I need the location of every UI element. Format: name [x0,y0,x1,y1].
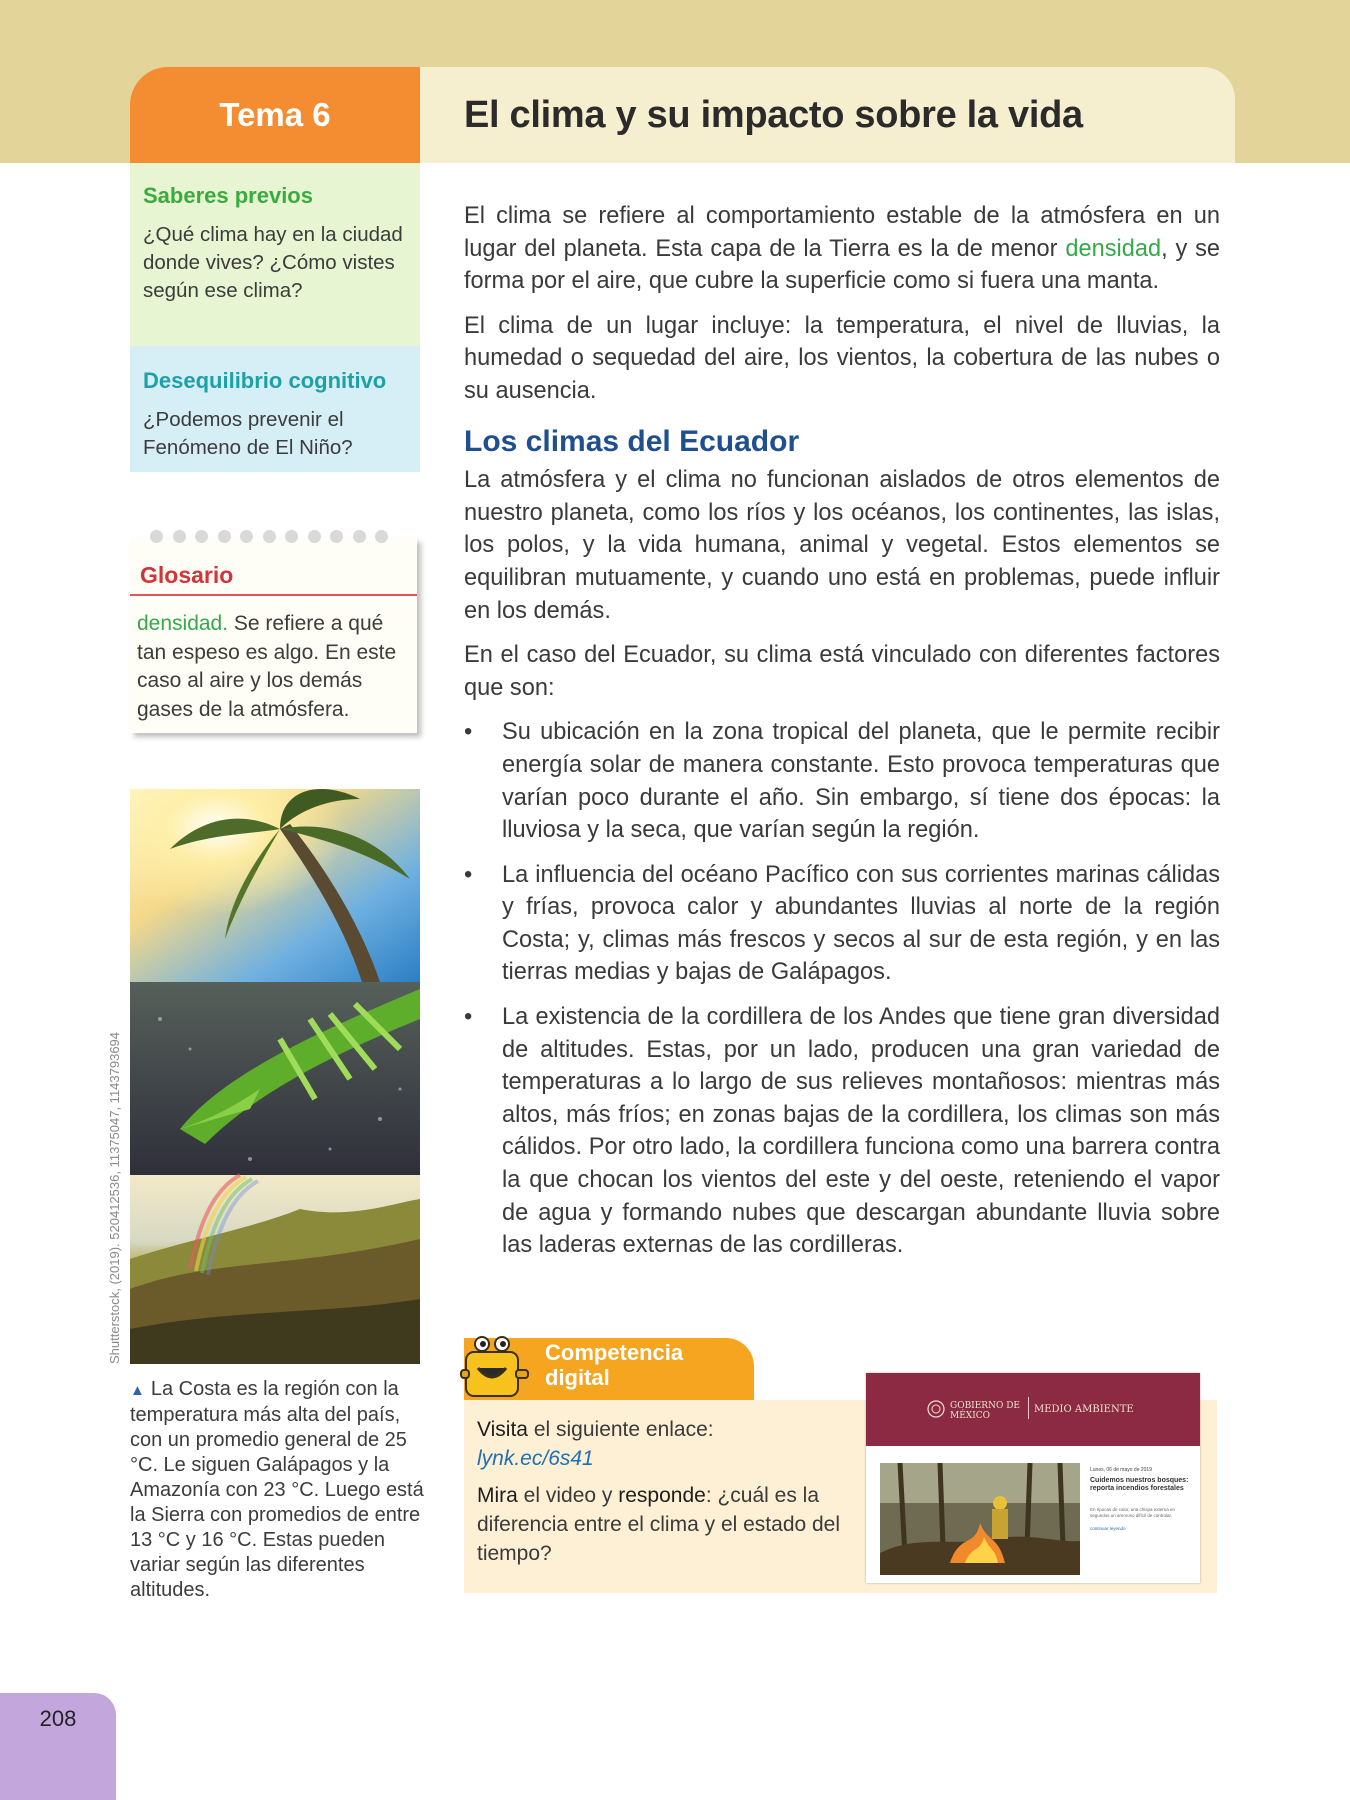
andes-rainbow-photo [130,1175,420,1364]
glosario-term: densidad. [137,612,229,635]
competencia-digital-text [477,1415,877,1576]
article-body: En épocas de calor, una chispa externa en segundos un amoroso difícil de controlar. [1090,1507,1176,1518]
glosario-entry [137,610,407,724]
rain-leaf-photo [130,982,420,1175]
palm-tree-photo [130,789,420,982]
list-item: • La existencia de la cordillera de los Andes que tiene gran diversidad de altitudes. Estas, por un lado, producen una gran variedad de temperaturas a lo largo de sus relieves montañosos: mientras más altos, más fríos; en zonas bajas de la cordillera, los climas son más cálidos. Por otro lado, la cordillera funciona como una barrera contra la que chocan los vientos del este y del oeste, reteniendo el vapor de agua y formando nubes que descargan abundante lluvia sobre las laderas externas de las cordilleras. [464,1001,1220,1262]
desequilibrio-heading: Desequilibrio cognitivo [143,368,387,393]
caption-text: La Costa es la región con la temperatura más alta del país, con un promedio general de 25 °C. Le siguen Galápagos y la Amazonía con 23 °C. Luego está la Sierra con promedios de entre 13 °C y 16 °C. Estas pueden variar según las diferentes altitudes. [130,1378,424,1601]
competencia-digital-title: Competencia digital [545,1340,684,1390]
seal-icon [926,1399,946,1419]
forest-fire-photo [880,1463,1080,1575]
glosario-heading: Glosario [140,562,234,588]
photo-credit: Shutterstock, (2019). 520412536, 11375047, 1143793694 [107,1031,122,1364]
glosario-definition: Se refiere a qué tan espeso es algo. En este caso al aire y los demás gases de la atmósfera. [137,612,397,721]
notebook-rings [150,530,420,544]
saberes-previos-text: ¿Qué clima hay en la ciudad donde vives? ¿Cómo vistes según ese clima? [143,223,403,302]
page-title: El clima y su impacto sobre la vida [464,93,1083,136]
list-item: • La influencia del océano Pacífico con sus corrientes marinas cálidas y frías, provoca calor y abundantes lluvias al norte de la región Costa; y, climas más frescos y secos al sur de esta región, y en las tierras medias y bajas de Galápagos. [464,859,1220,989]
list-item: • Su ubicación en la zona tropical del planeta, que le permite recibir energía solar de manera constante. Esto provoca temperaturas que varían poco durante el año. Sin embargo, sí tiene dos épocas: la lluviosa y la seca, que varían según la región. [464,716,1220,846]
main-content [464,200,1220,1274]
clima-elements-paragraph: El clima de un lugar incluye: la temperatura, el nivel de lluvias, la humedad o sequedad del aire, los vientos, la cobertura de las nubes o su ausencia. [464,312,1220,404]
factors-intro-paragraph: En el caso del Ecuador, su clima está vinculado con diferentes factores que son: [464,642,1220,701]
mira-line: Mira el video y responde: ¿cuál es la diferencia entre el clima y el estado del tiempo? [477,1484,841,1565]
desequilibrio-box [130,346,420,472]
robot-mascot-icon [458,1330,538,1410]
visita-line: Visita el siguiente enlace: lynk.ec/6s41 [477,1418,714,1470]
photo-caption [130,1377,425,1603]
glosario-divider [130,594,417,596]
saberes-previos-box [130,163,420,346]
climate-photo-strip [130,789,420,1364]
factors-list [464,716,1220,1262]
glosario-card [130,538,417,733]
atmosphere-paragraph: La atmósfera y el clima no funcionan aislados de otros elementos de nuestro planeta, como los ríos y los océanos, los continentes, las islas, los polos, y la vida humana, animal y vegetal. Estos elementos se equilibran mutuamente, y cuando uno está en problemas, puede influir en los demás. [464,467,1220,624]
section-heading: Los climas del Ecuador [464,424,800,458]
gobierno-mexico-logo: GOBIERNO DE MÉXICO [950,1401,1020,1421]
saberes-previos-heading: Saberes previos [143,183,313,208]
website-thumbnail [866,1373,1200,1583]
intro-paragraph: El clima se refiere al comportamiento estable de la atmósfera en un lugar del planeta. Esta capa de la Tierra es la de menor densidad, y se forma por el aire, que cubre la superficie como si fuera una manta. [464,203,1220,295]
title-bar [420,67,1235,163]
medio-ambiente-label: MEDIO AMBIENTE [1034,1404,1134,1415]
article-date: Lunes, 06 de mayo de 2019 [1090,1467,1152,1473]
tema-label: Tema 6 [130,67,420,163]
thumbnail-header [866,1373,1200,1446]
thumbnail-separator [1028,1397,1029,1419]
video-link[interactable]: lynk.ec/6s41 [477,1447,594,1470]
desequilibrio-text: ¿Podemos prevenir el Fenómeno de El Niño? [143,408,353,459]
triangle-up-icon: ▲ [130,1382,145,1399]
densidad-term: densidad [1065,235,1162,262]
read-more-link: continuar leyendo [1090,1526,1126,1531]
article-headline: Cuidemos nuestros bosques: reporta incendios forestales [1090,1477,1189,1492]
page-number: 208 [39,1706,77,1731]
